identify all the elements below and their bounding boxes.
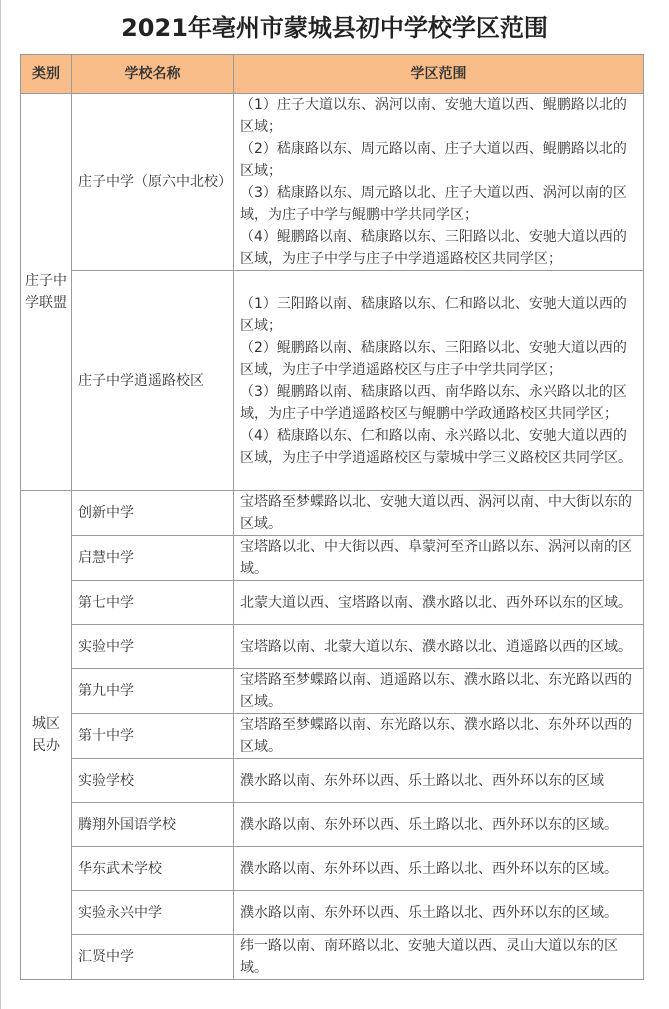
table-row	[21, 491, 644, 536]
school-name: 实验中学	[78, 638, 134, 655]
district-line: 纬一路以南、南环路以北、安驰大道以西、灵山大道以东的区域。	[240, 938, 618, 976]
district-line: （3）鲲鹏路以南、嵇康路以西、南华路以东、永兴路以北的区域，为庄子中学逍遥路校区与鲲鹏中学政通路校区共同学区；	[240, 383, 627, 422]
school-district-table	[20, 54, 644, 980]
school-name-cell	[72, 625, 234, 669]
district-cell	[234, 94, 644, 271]
school-name: 华东武术学校	[78, 860, 162, 877]
school-name-cell	[72, 714, 234, 759]
district-line: （2）嵇康路以东、周元路以南、庄子大道以西、鲲鹏路以北的区域；	[240, 141, 627, 179]
school-name-cell	[72, 536, 234, 581]
table-row	[21, 625, 644, 669]
district-cell	[234, 491, 644, 536]
header-area: 学区范围	[234, 55, 644, 94]
category-label: 城区民办	[32, 716, 60, 754]
school-name-cell	[72, 891, 234, 935]
school-name: 第十中学	[78, 728, 134, 744]
school-name: 实验学校	[78, 772, 134, 789]
table-row	[21, 536, 644, 581]
table-row	[21, 669, 644, 714]
district-cell	[234, 669, 644, 714]
district-cell	[234, 714, 644, 759]
district-cell	[234, 271, 644, 491]
table-row	[21, 847, 644, 891]
table-row	[21, 891, 644, 935]
district-cell	[234, 581, 644, 625]
district-line: 濮水路以南、东外环以西、乐土路以北、西外环以东的区域。	[240, 860, 618, 877]
table-row	[21, 714, 644, 759]
header-row	[21, 55, 644, 94]
table-row	[21, 581, 644, 625]
school-name-cell	[72, 759, 234, 803]
page-title: 2021年亳州市蒙城县初中学校学区范围	[121, 14, 548, 42]
school-name: 第七中学	[78, 594, 134, 611]
district-cell	[234, 803, 644, 847]
district-line: 宝塔路至梦蝶路以北、安驰大道以西、涡河以南、中大街以东的区域。	[240, 494, 632, 532]
school-name: 实验永兴中学	[78, 904, 162, 921]
district-line: 濮水路以南、东外环以西、乐土路以北、西外环以东的区域。	[240, 904, 618, 921]
district-cell	[234, 891, 644, 935]
district-line: 宝塔路以北、中大街以西、阜蒙河至齐山路以东、涡河以南的区域。	[240, 539, 632, 577]
table-row	[21, 271, 644, 491]
table-row	[21, 94, 644, 271]
table-row	[21, 935, 644, 980]
school-name-cell	[72, 94, 234, 271]
school-name-cell	[72, 803, 234, 847]
category-label: 庄子中学联盟	[25, 273, 67, 311]
school-name: 创新中学	[78, 505, 134, 521]
district-line: 濮水路以南、东外环以西、乐土路以北、西外环以东的区域	[240, 772, 604, 789]
district-line: 北蒙大道以西、宝塔路以南、濮水路以北、西外环以东的区域。	[240, 594, 632, 611]
school-name: 汇贤中学	[78, 949, 134, 965]
school-name: 庄子中学逍遥路校区	[78, 372, 204, 389]
category-cell	[21, 94, 72, 491]
table-row	[21, 759, 644, 803]
district-line: （1）三阳路以南、嵇康路以东、仁和路以北、安驰大道以西的区域；	[240, 295, 627, 334]
district-line: （2）鲲鹏路以南、嵇康路以东、三阳路以北、安驰大道以西的区域，为庄子中学逍遥路校区与庄子中学共同学区；	[240, 339, 627, 378]
district-cell	[234, 847, 644, 891]
district-line: （4）鲲鹏路以南、嵇康路以东、三阳路以北、安驰大道以西的区域，为庄子中学与庄子中学逍遥路校区共同学区；	[240, 229, 627, 267]
school-name: 腾翔外国语学校	[78, 816, 176, 833]
school-name-cell	[72, 271, 234, 491]
district-cell	[234, 536, 644, 581]
school-name-cell	[72, 847, 234, 891]
district-line: （4）嵇康路以东、仁和路以南、永兴路以北、安驰大道以西的区域，为庄子中学逍遥路校区与蒙城中学三义路校区共同学区。	[240, 427, 632, 466]
school-name: 庄子中学（原六中北校）	[78, 174, 232, 190]
district-line: 宝塔路以南、北蒙大道以东、濮水路以北、逍遥路以西的区域。	[240, 638, 632, 655]
header-school: 学校名称	[72, 55, 234, 94]
district-line: 濮水路以南、东外环以西、乐土路以北、西外环以东的区域。	[240, 816, 618, 833]
school-name-cell	[72, 581, 234, 625]
school-name: 启慧中学	[78, 550, 134, 566]
school-name-cell	[72, 669, 234, 714]
district-line: （3）嵇康路以东、周元路以北、庄子大道以西、涡河以南的区域，为庄子中学与鲲鹏中学共同学区；	[240, 185, 627, 223]
district-line: 宝塔路至梦蝶路以南、东光路以东、濮水路以北、东外环以西的区域。	[240, 717, 632, 755]
district-line: （1）庄子大道以东、涡河以南、安驰大道以西、鲲鹏路以北的区域；	[240, 97, 627, 135]
page-left-border	[0, 0, 1, 1009]
district-cell	[234, 935, 644, 980]
school-name: 第九中学	[78, 683, 134, 699]
category-cell	[21, 491, 72, 980]
table-row	[21, 803, 644, 847]
district-cell	[234, 625, 644, 669]
header-category: 类别	[21, 55, 72, 94]
school-name-cell	[72, 491, 234, 536]
district-line: 宝塔路至梦蝶路以南、逍遥路以东、濮水路以北、东光路以西的区域。	[240, 672, 632, 710]
school-name-cell	[72, 935, 234, 980]
district-cell	[234, 759, 644, 803]
